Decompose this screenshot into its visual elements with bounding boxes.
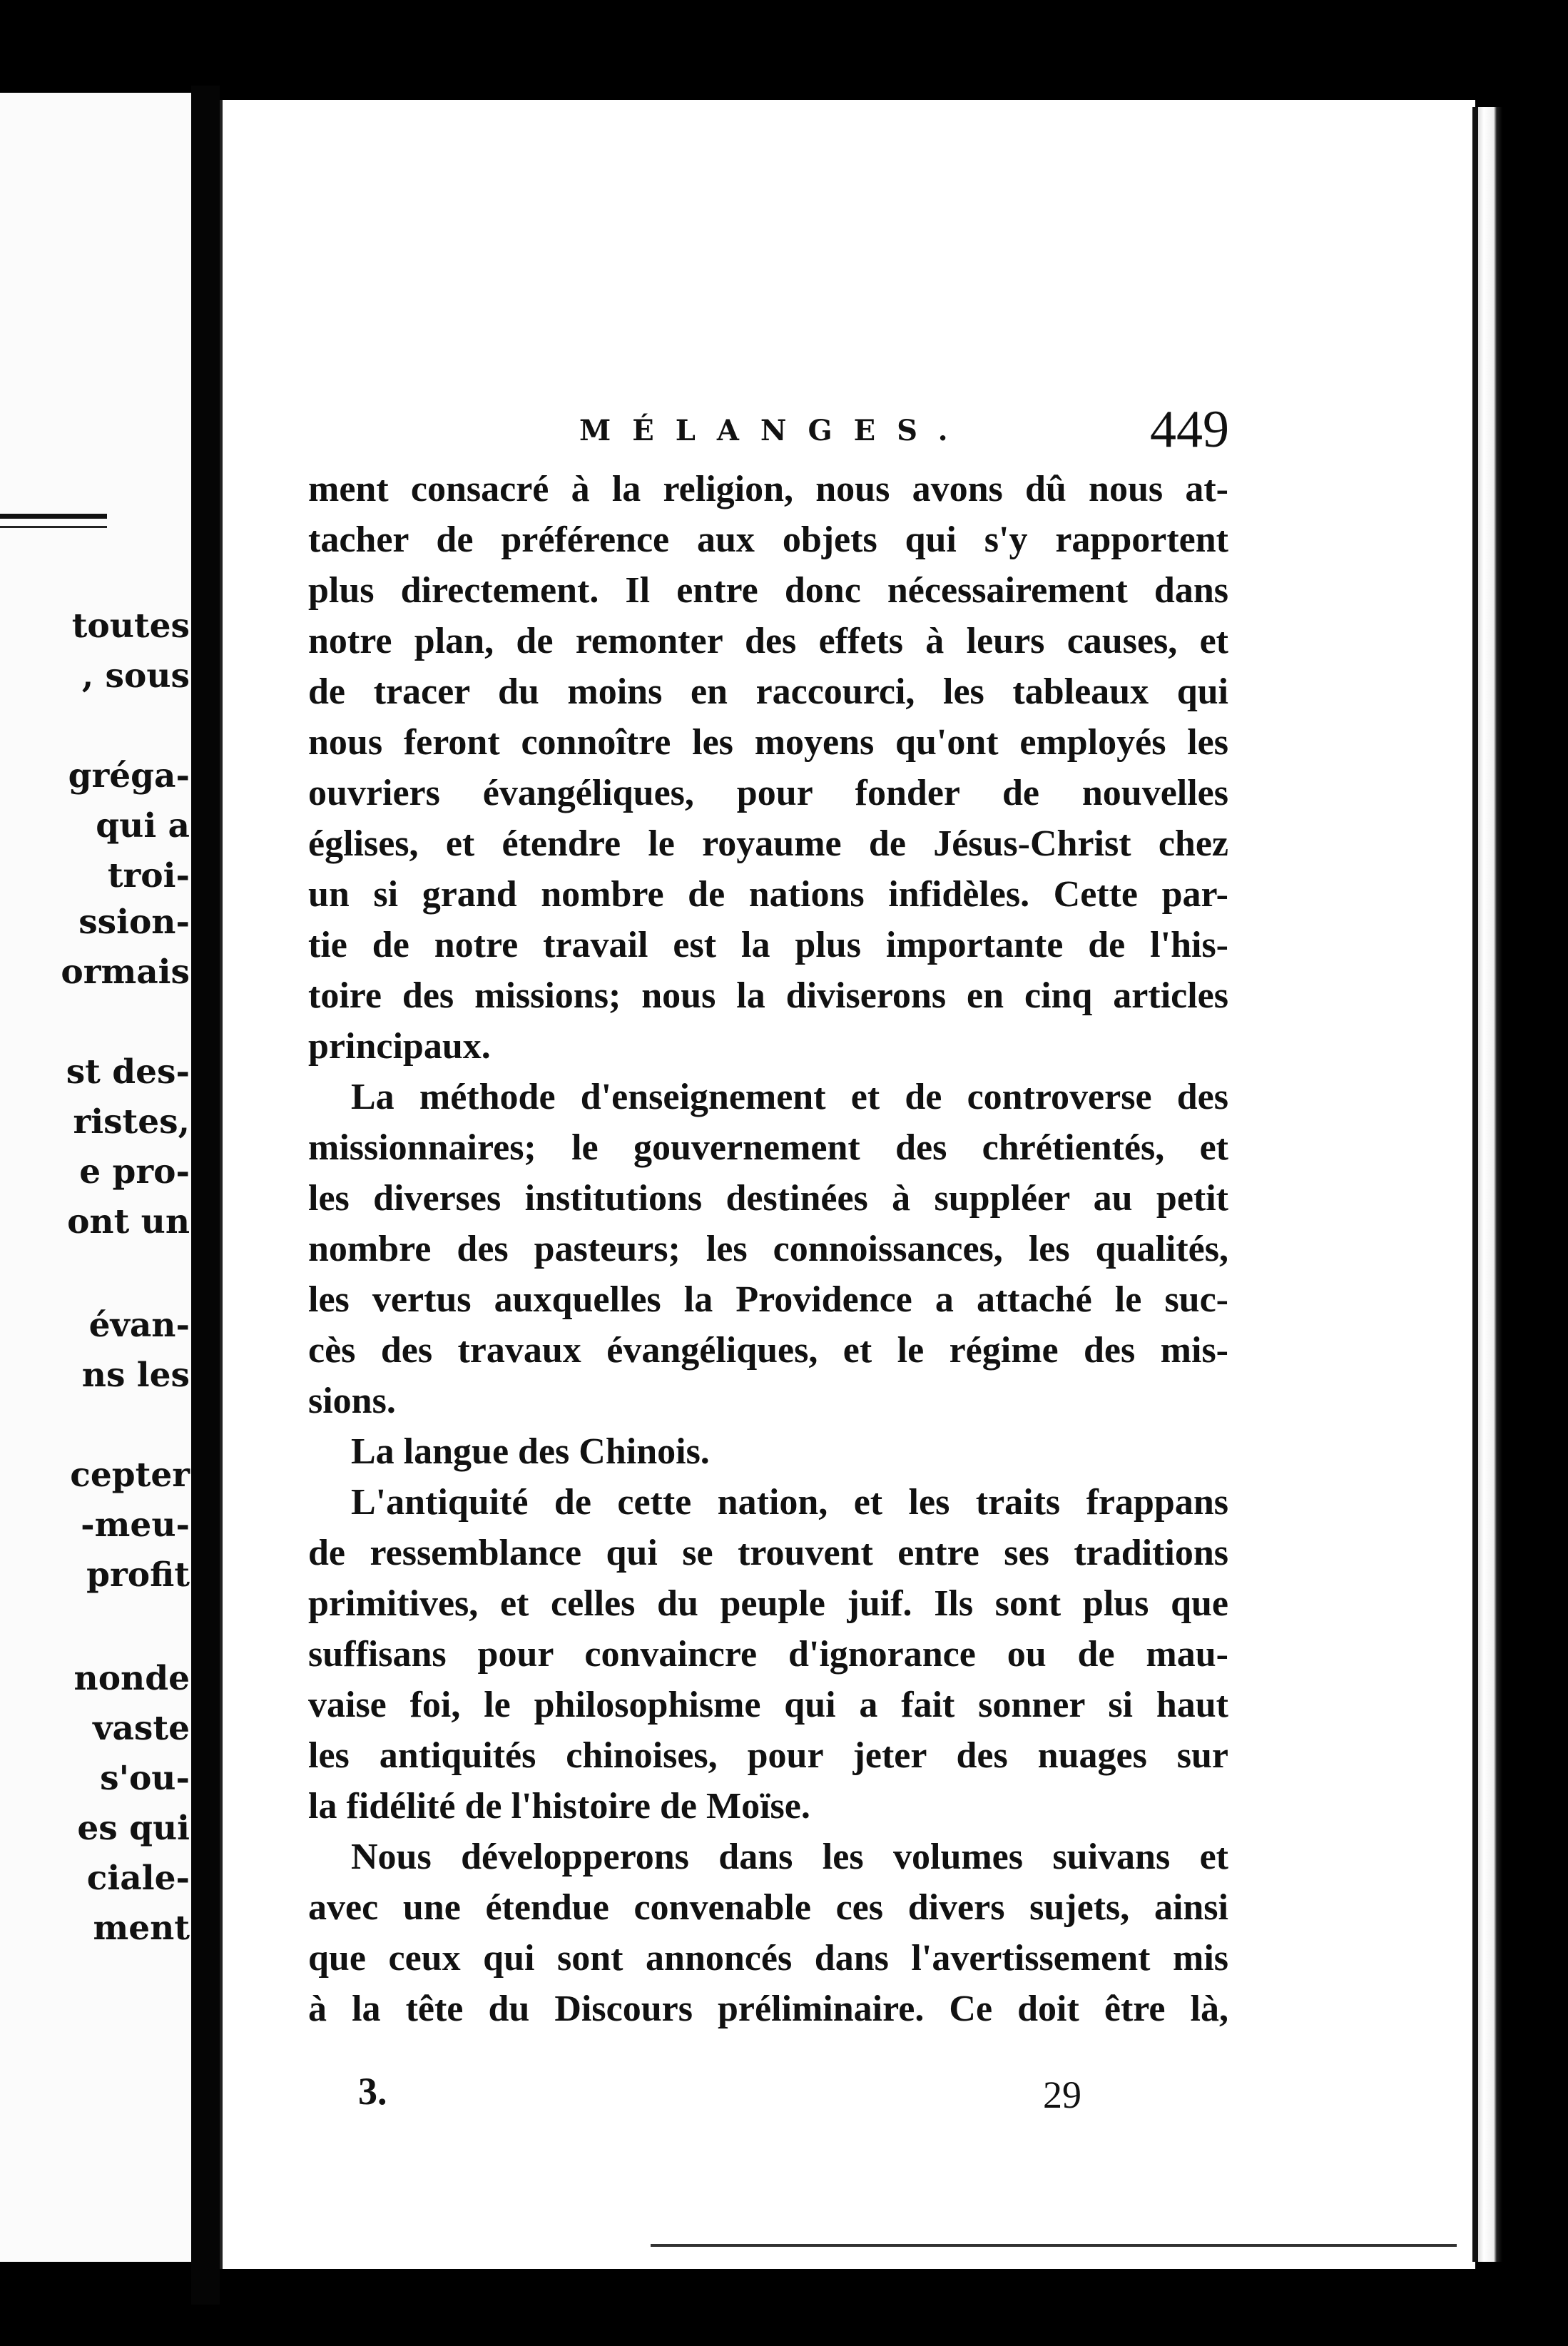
previous-page-line: troi- xyxy=(107,856,190,895)
previous-page-line: vaste xyxy=(93,1709,190,1748)
previous-page-line: ont un xyxy=(67,1202,190,1241)
text-line: Nous développerons dans les volumes suivans et xyxy=(351,1837,1228,1877)
book-page xyxy=(220,100,1475,2269)
previous-page-line: es qui xyxy=(77,1809,190,1848)
signature-mark: 3. xyxy=(358,2070,387,2113)
text-line: églises, et étendre le royaume de Jésus-Christ chez xyxy=(308,823,1228,864)
page-bottom-edge xyxy=(651,2244,1457,2247)
previous-page-line: ormais xyxy=(61,953,190,992)
text-line: notre plan, de remonter des effets à leurs causes, et xyxy=(308,621,1228,661)
previous-page-line: , sous xyxy=(81,656,190,696)
text-line: nous feront connoître les moyens qu'ont employés les xyxy=(308,722,1228,763)
section-rule xyxy=(0,514,107,528)
text-line: suffisans pour convaincre d'ignorance ou de mau- xyxy=(308,1634,1228,1675)
previous-page-line: ment xyxy=(93,1909,190,1948)
text-line: La méthode d'enseignement et de controverse des xyxy=(351,1077,1228,1117)
text-line: de tracer du moins en raccourci, les tableaux qui xyxy=(308,671,1228,712)
text-line: ment consacré à la religion, nous avons dû nous at- xyxy=(308,469,1228,509)
text-line: cès des travaux évangéliques, et le régime des mis- xyxy=(308,1330,1228,1371)
text-line: un si grand nombre de nations infidèles. Cette par- xyxy=(308,874,1228,915)
text-line: que ceux qui sont annoncés dans l'avertissement mis xyxy=(308,1938,1228,1979)
previous-page-line: s'ou- xyxy=(100,1759,190,1798)
previous-page xyxy=(0,93,191,2262)
text-line: primitives, et celles du peuple juif. Ils sont plus que xyxy=(308,1583,1228,1624)
page-edge xyxy=(1472,107,1502,2262)
body-text xyxy=(308,464,1228,2034)
previous-page-line: nonde xyxy=(73,1659,190,1698)
previous-page-line: qui a xyxy=(96,806,190,846)
text-line: missionnaires; le gouvernement des chrétientés, et xyxy=(308,1127,1228,1168)
text-line: toire des missions; nous la diviserons en cinq articles xyxy=(308,975,1228,1016)
text-line: à la tête du Discours préliminaire. Ce doit être là, xyxy=(308,1989,1228,2029)
book-gutter xyxy=(191,86,220,2305)
text-line: L'antiquité de cette nation, et les traits frappans xyxy=(351,1482,1228,1523)
running-title: MÉLANGES. xyxy=(579,414,969,447)
page-header xyxy=(223,314,1475,459)
text-line: la fidélité de l'histoire de Moïse. xyxy=(308,1786,810,1827)
previous-page-line: ns les xyxy=(81,1356,190,1395)
text-line: les antiquités chinoises, pour jeter des nuages sur xyxy=(308,1735,1228,1776)
text-line: tacher de préférence aux objets qui s'y rapportent xyxy=(308,519,1228,560)
previous-page-line: st des- xyxy=(66,1052,190,1092)
text-line: nombre des pasteurs; les connoissances, les qualités, xyxy=(308,1229,1228,1269)
previous-page-line: ciale- xyxy=(86,1859,190,1898)
text-line: La langue des Chinois. xyxy=(351,1431,710,1472)
text-line: les vertus auxquelles la Providence a attaché le suc- xyxy=(308,1279,1228,1320)
previous-page-line: -meu- xyxy=(81,1505,190,1545)
text-line: plus directement. Il entre donc nécessairement dans xyxy=(308,570,1228,611)
previous-page-line: e pro- xyxy=(79,1152,190,1192)
previous-page-line: ssion- xyxy=(78,903,190,942)
text-line: vaise foi, le philosophisme qui a fait sonner si haut xyxy=(308,1685,1228,1725)
previous-page-line: évan- xyxy=(88,1306,190,1345)
text-line: avec une étendue convenable ces divers sujets, ainsi xyxy=(308,1887,1228,1928)
text-line: ouvriers évangéliques, pour fonder de nouvelles xyxy=(308,773,1228,813)
signature-number: 29 xyxy=(1043,2073,1081,2116)
text-line: principaux. xyxy=(308,1026,491,1067)
previous-page-line: grégа- xyxy=(68,756,190,796)
page-number: 449 xyxy=(1150,400,1229,459)
previous-page-line: profit xyxy=(86,1555,190,1595)
text-line: tie de notre travail est la plus importante de l'his- xyxy=(308,925,1228,965)
previous-page-line: ristes, xyxy=(73,1102,190,1142)
previous-page-line: cepter xyxy=(70,1456,190,1495)
text-line: les diverses institutions destinées à suppléer au petit xyxy=(308,1178,1228,1219)
text-line: de ressemblance qui se trouvent entre ses traditions xyxy=(308,1533,1228,1573)
text-line: sions. xyxy=(308,1381,396,1421)
previous-page-line: toutes xyxy=(71,606,190,646)
